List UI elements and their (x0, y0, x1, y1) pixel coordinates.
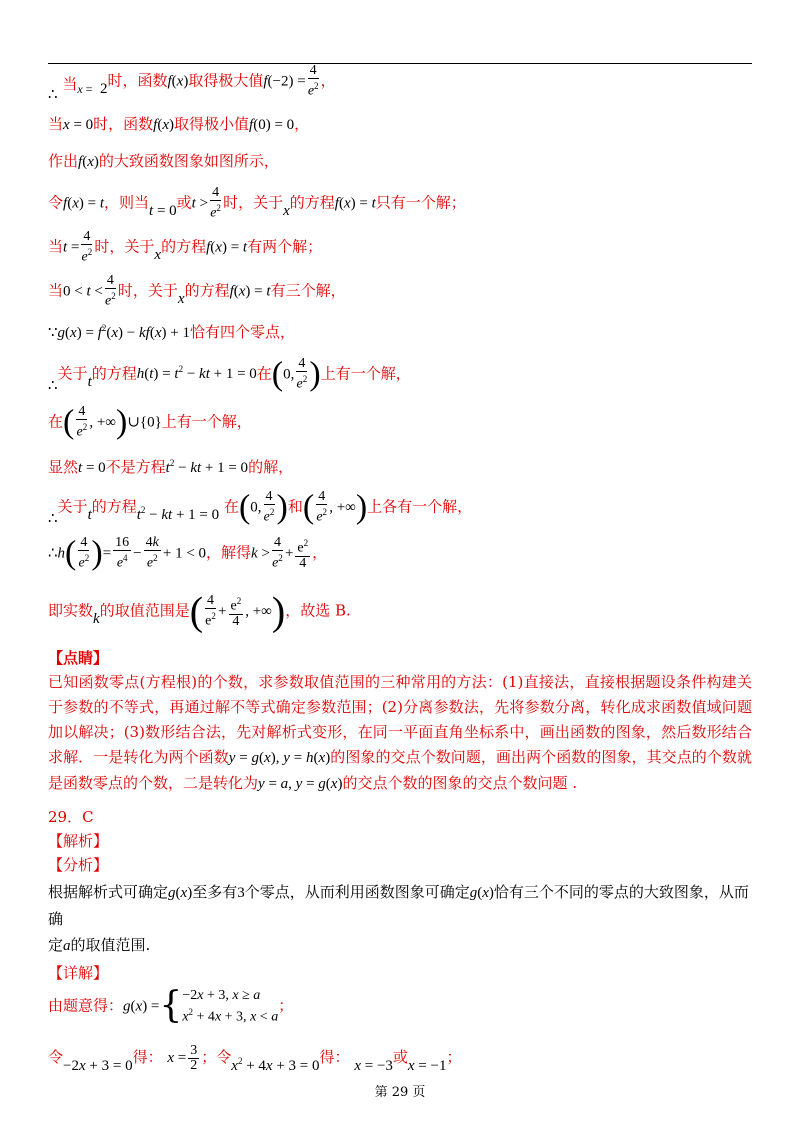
xiangjie-heading: 【详解】 (48, 964, 109, 982)
four-zeros-line: ∵g(x) = $f^2(x) - kf(x) + 1$恰有四个零点， (48, 323, 295, 341)
fenxi-paragraph: 根据解析式可确定g(x)至多有3个零点，从而利用函数图象可确定g(x)恰有三个不同的零点的大致图象，从而确 定a的取值范围. (48, 883, 749, 954)
dianjing-paragraph: 已知函数零点(方程根)的个数，求参数取值范围的三种常用的方法：(1)直接法，直接根据题设条件构建关于参数的不等式，再通过解不等式确定参数范围；(2)分离参数法，先将参数分离，转化成求函数值域问题加以解决；(3)数形结合法，先对解析式变形，在同一平面直角坐标系中，画出函数的图象，然后数形结合求解．一是转化为两个函数y = g(x), y = h(x)的图象的交点个数问题，画出两个函数的图象，其交点的个数就是函数零点的个数，二是转化为y = a, y = g(x)的交点个数的图象的交点个数问题 . (48, 673, 752, 792)
one-solution-line: 令f(x) = t，则当t = 0或t > $\frac{4}{e^2}$ 时，关于x的方程f(x) = t只有一个解； (48, 185, 466, 221)
range-answer-line: 即实数k的取值范围是( $\frac{4}{e^2}$ + $\frac{e^2}{4}$ , +∞)，故选 B. (48, 588, 351, 634)
piecewise-line: 由题意得：g(x) ={ −2x + 3, x ≥ a $x^2 + 4x + 3$, x < a ； (48, 985, 294, 1027)
fenxi-heading: 【分析】 (48, 856, 109, 874)
two-solutions-line: 当t = $\frac{4}{e^2}$ 时，关于x的方程f(x) = t有两个解； (48, 229, 323, 265)
h-equation-line: ∴关于t的方程$h(t) = t^2$ − kt + 1 = 0在(0, $\frac{4}{e^2}$ )上有一个解， (48, 355, 411, 395)
page-content (48, 64, 754, 1083)
dianjing-heading: 【点睛】 (48, 649, 109, 667)
max-value-line: ∴ 当$_{x =}$ 2时，函数f(x)取得极大值f(−2) = $\frac{4}{e^2}$ ， (48, 63, 336, 104)
question-29-number: 29．C (48, 808, 94, 826)
min-value-line: 当x = 0时，函数f(x)取得极小值f(0) = 0， (48, 115, 310, 133)
three-solutions-line: 当0 < t < $\frac{4}{e^2}$ 时，关于x的方程f(x) = t有三个解， (48, 273, 346, 309)
roots-line: 令−2x + 3 = 0得： x = $\frac{3}{2}$ ；令$x^2 + 4x + 3 = 0$得： x = −3或x = −1； (48, 1042, 462, 1074)
interval-line: 在( $\frac{4}{e^2}$ , +∞)∪{0}上有一个解， (48, 403, 252, 441)
jiexi-heading: 【解析】 (48, 832, 109, 850)
graph-line: 作出f(x)的大致函数图象如图所示， (48, 152, 279, 170)
t-zero-line: 显然t = 0不是方程$t^2$ − kt + 1 = 0的解， (48, 458, 294, 476)
page-footer: 第 29 页 (374, 1085, 426, 1100)
each-solution-line: ∴关于t的方程$t^2$ − kt + 1 = 0 在(0, $\frac{4}{e^2}$ )和( $\frac{4}{e^2}$ , +∞)上各有一个解， (48, 488, 473, 528)
inequality-line: ∴h( $\frac{4}{e^2}$ )= $\frac{16}{e^4}$ − $\frac{4k}{e^2}$ + 1 < 0，解得k > $\frac{4}{e^2}$ + $\frac{e^2}{4}$ ， (48, 534, 328, 572)
